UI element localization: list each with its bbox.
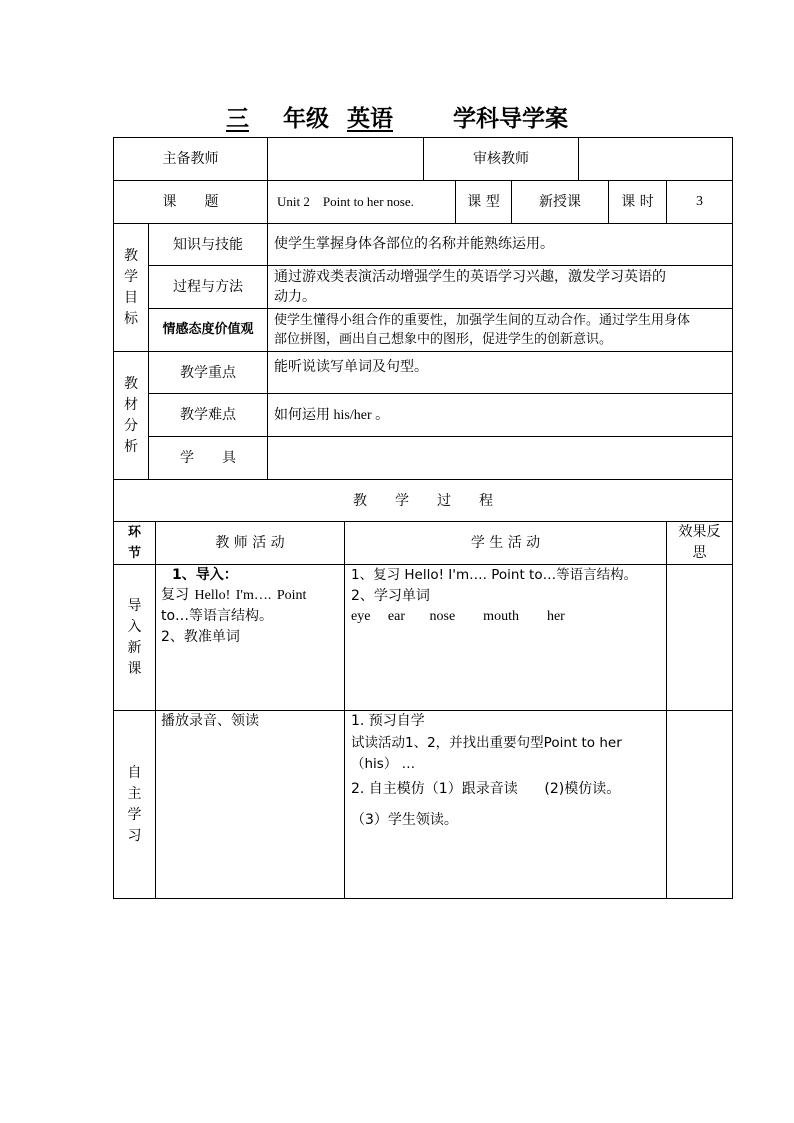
intro-student-line-3: eye ear nose mouth her [351, 609, 565, 624]
process-value-line-2: 动力。 [274, 289, 316, 305]
intro-teacher-line-3: to…等语言结构。 [161, 608, 274, 624]
col-stage-header: 环 节 [127, 525, 141, 561]
topic-value: Unit 2 Point to her nose. [277, 194, 414, 209]
intro-student-line-1: 1、复习 Hello! I'm…. Point to…等语言结构。 [351, 567, 638, 583]
periods-value: 3 [696, 194, 703, 209]
knowledge-value: 使学生掌握身体各部位的名称并能熟练运用。 [274, 236, 554, 252]
self-study-student-line-5: （3）学生领读。 [351, 812, 458, 828]
process-label: 过程与方法 [173, 279, 243, 295]
key-points-value: 能听说读写单词及句型。 [274, 359, 428, 375]
difficulty-label: 教学难点 [180, 407, 236, 423]
stage-self-study-label: 自 主 学 习 [127, 764, 142, 844]
col-reflect-header: 效果反 思 [678, 524, 721, 561]
intro-student-line-2: 2、学习单词 [351, 588, 430, 604]
tools-value[interactable] [268, 437, 732, 479]
knowledge-label: 知识与技能 [173, 236, 243, 253]
self-study-student-line-1: 1. 预习自学 [351, 713, 425, 729]
intro-teacher-line-4: 2、教准单词 [161, 629, 240, 645]
intro-teacher-line-2: 复习 Hello! I'm…. Point [161, 588, 307, 603]
topic-label: 课 题 [162, 194, 219, 210]
attitude-label: 情感态度价值观 [162, 322, 254, 337]
reviewer-value[interactable] [579, 138, 732, 180]
objectives-section-label: 教 学 目 标 [124, 247, 138, 327]
analysis-section-label: 教 材 分 析 [124, 375, 138, 455]
tools-label: 学 具 [180, 450, 236, 466]
difficulty-value: 如何运用 his/her 。 [274, 408, 390, 423]
attitude-value-line-1: 使学生懂得小组合作的重要性，加强学生间的互动合作。通过学生用身体 [274, 313, 691, 328]
intro-reflect-cell[interactable] [667, 565, 732, 710]
self-study-reflect-cell[interactable] [667, 711, 732, 898]
periods-label: 课 时 [621, 194, 654, 210]
self-study-student-line-2: 试读活动1、2，并找出重要句型Point to her [351, 735, 622, 751]
self-study-student-line-3: （his） … [351, 756, 416, 772]
grade-suffix: 年级 [282, 106, 329, 132]
process-value-line-1: 通过游戏类表演活动增强学生的英语学习兴趣，激发学习英语的 [274, 269, 666, 285]
key-points-label: 教学重点 [180, 364, 236, 381]
lesson-type-label: 课 型 [467, 194, 500, 210]
stage-intro-label: 导 入 新 课 [127, 597, 142, 677]
col-student-header: 学 生 活 动 [470, 535, 541, 551]
self-study-student-line-4: 2. 自主模仿（1）跟录音读 (2)模仿读。 [351, 781, 621, 797]
grade-value: 三 [225, 106, 249, 132]
reviewer-label: 审核教师 [473, 151, 529, 167]
self-study-teacher-line-1: 播放录音、领读 [161, 713, 259, 729]
lead-teacher-value[interactable] [268, 138, 423, 180]
intro-teacher-line-1: 1、导入： [172, 567, 238, 583]
lead-teacher-label: 主备教师 [162, 151, 219, 167]
col-teacher-header: 教 师 活 动 [215, 535, 285, 551]
lesson-type-value: 新授课 [539, 194, 581, 210]
title-suffix: 学科导学案 [453, 106, 569, 132]
process-heading: 教 学 过 程 [353, 492, 493, 509]
subject-value: 英语 [347, 106, 393, 132]
document-title [0, 100, 794, 133]
attitude-value-line-2: 部位拼图，画出自己想象中的图形，促进学生的创新意识。 [274, 332, 613, 347]
